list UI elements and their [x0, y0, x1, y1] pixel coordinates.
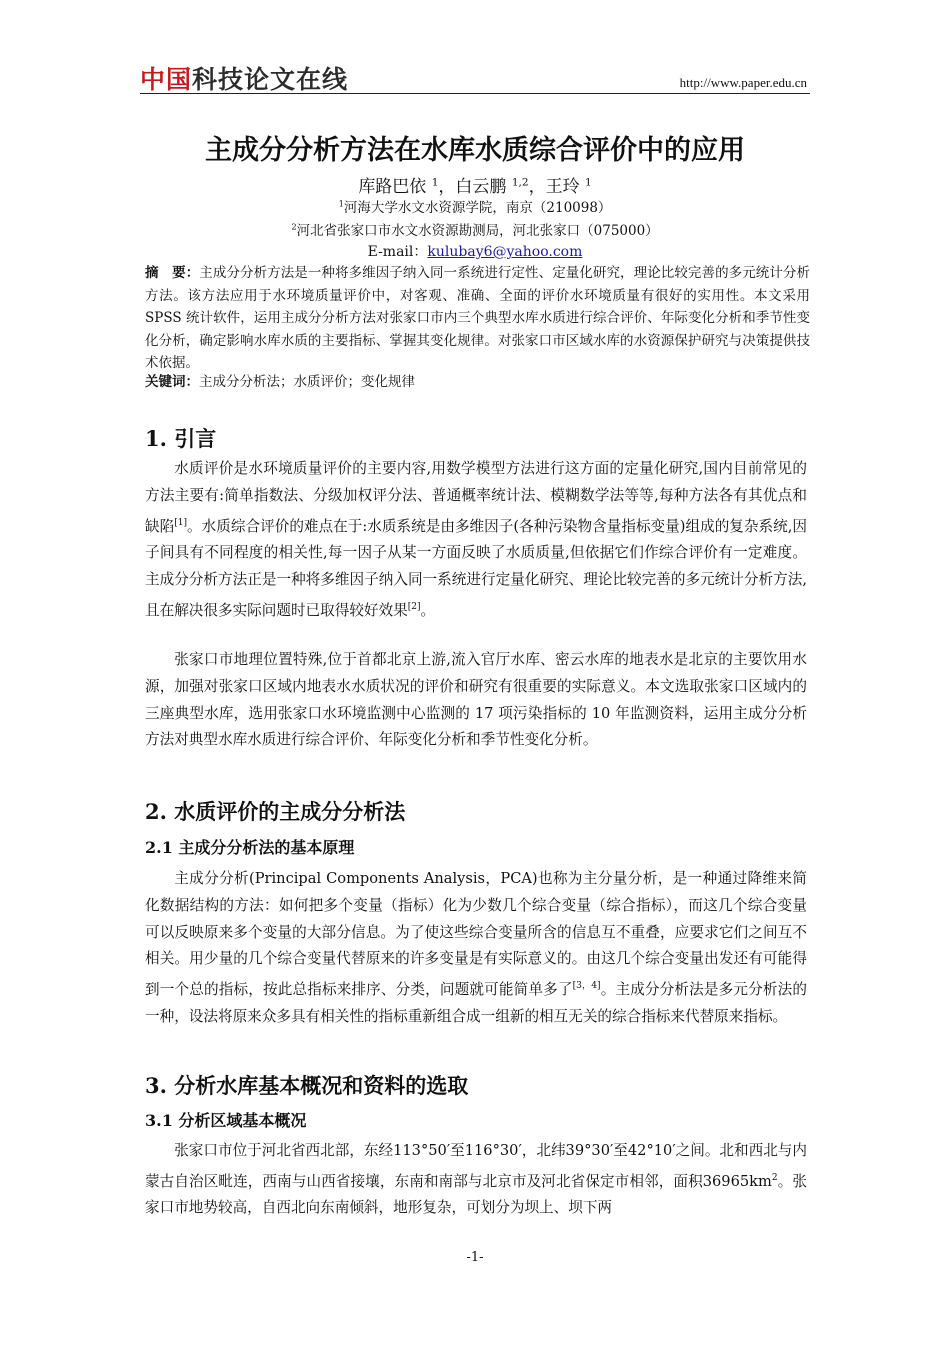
body-paragraph: [145, 1138, 807, 1222]
subsection-heading: 2.1 主成分分析法的基本原理: [145, 838, 355, 857]
superscript: 2: [771, 1172, 778, 1183]
author-sup: 1: [584, 176, 592, 189]
paragraph-text: 水质评价是水环境质量评价的主要内容,用数学模型方法进行这方面的定量化研究,国内目前常见的方法主要有:简单指数法、分级加权评分法、普通概率统计法、模糊数学法等等,每种方法各有其优点和缺陷: [145, 460, 807, 535]
affiliation: [0, 219, 950, 239]
paragraph-text: 主成分分析(Principal Components Analysis，PCA)也称为主分量分析，是一种通过降维来简化数据结构的方法：如何把多个变量（指标）化为少数几个综合变量（综合指标），而这几个综合变量可以反映原来多个变量的大部分信息。为了使这些综合变量所含的信息互不重叠，应要求它们之间互不相关。用少量的几个综合变量代替原来的许多变量是有实际意义的。由这几个综合变量出发还有可能得到一个总的指标，按此总指标来排序、分类，问题就可能简单多了: [145, 870, 807, 999]
site-logo: [140, 60, 348, 96]
affiliation: [0, 196, 950, 216]
section-heading: 1. 引言: [145, 426, 217, 451]
abstract: [145, 262, 810, 375]
email-label: E-mail：: [367, 244, 428, 260]
section-heading: 2. 水质评价的主成分分析法: [145, 799, 406, 824]
affiliation-text: 河海大学水文水资源学院，南京（210098）: [343, 200, 612, 216]
abstract-text: 主成分分析方法是一种将多维因子纳入同一系统进行定性、定量化研究，理论比较完善的多元统计分析方法。该方法应用于水环境质量评价中，对客观、准确、全面的评价水环境质量有很好的实用性。本文采用 SPSS 统计软件，运用主成分分析方法对张家口市内三个典型水库水质进行综合评价、年际变化分析和季节性变化分析，确定影响水库水质的主要指标、掌握其变化规律。对张家口市区域水库的水资源保护研究与决策提供技术依据。: [145, 265, 811, 371]
citation: [3，4]: [572, 981, 601, 992]
author-name: 白云鹏: [455, 177, 507, 197]
paragraph-text: 。: [420, 601, 436, 619]
author-name: 库路巴依: [358, 177, 427, 197]
header-url: http://www.paper.edu.cn: [679, 75, 807, 90]
logo-dark-text: 科技论文在线: [192, 65, 349, 94]
email-line: [0, 241, 950, 261]
logo-red-text: 中国: [140, 65, 193, 94]
affiliation-text: 河北省张家口市水文水资源勘测局，河北张家口（075000）: [296, 223, 659, 239]
affiliation-sup: 1: [338, 198, 344, 209]
keywords-text: 主成分分析法；水质评价；变化规律: [199, 374, 415, 390]
paragraph-text: 张家口市位于河北省西北部，东经113°50′至116°30′，北纬39°30′至42°10′之间。北和西北与内蒙古自治区毗连，西南与山西省接壤，东南和南部与北京市及河北省保定市相邻，面积36965km: [145, 1142, 807, 1190]
page-number: -1-: [466, 1250, 484, 1265]
subsection-heading: 3.1 分析区域基本概况: [145, 1111, 307, 1130]
abstract-label: 摘 要：: [145, 265, 200, 281]
paragraph-text: 。张家口市地势较高，自西北向东南倾斜，地形复杂，可划分为坝上、坝下两: [145, 1172, 807, 1217]
author-sup: 1,2: [511, 176, 529, 189]
author-name: 王玲: [545, 177, 580, 197]
section-heading: 3. 分析水库基本概况和资料的选取: [145, 1073, 469, 1098]
body-paragraph: [145, 456, 807, 625]
author-sup: 1: [431, 176, 439, 189]
citation: [1]: [174, 517, 188, 528]
paragraph-text: 。主成分分析法是多元分析法的一种，设法将原来众多具有相关性的指标重新组合成一组新的相互无关的综合指标来代替原来指标。: [145, 981, 807, 1025]
author-list: 库路巴依 $^1$，白云鹏 $^{1,2}$，王玲 $^1$: [358, 176, 592, 197]
body-paragraph: [145, 866, 807, 1031]
body-paragraph: 张家口市地理位置特殊,位于首都北京上游,流入官厅水库、密云水库的地表水是北京的主要饮用水源，加强对张家口区域内地表水水质状况的评价和研究有很重要的实际意义。本文选取张家口区域内的三座典型水库，选用张家口水环境监测中心监测的 17 项污染指标的 10 年监测资料，运用主成分分析方法对典型水库水质进行综合评价、年际变化分析和季节性变化分析。: [145, 651, 807, 749]
paragraph-text: 。水质综合评价的难点在于:水质系统是由多维因子(各种污染物含量指标变量)组成的复杂系统,因子间具有不同程度的相关性,每一因子从某一方面反映了水质质量,但依据它们作综合评价有一定难度。主成分分析方法正是一种将多维因子纳入同一系统进行定量化研究、理论比较完善的多元统计分析方法,且在解决很多实际问题时已取得较好效果: [145, 517, 807, 619]
affiliation-sup: 2: [291, 221, 297, 232]
paper-title: 主成分分析方法在水库水质综合评价中的应用: [205, 135, 745, 166]
keywords-label: 关键词：: [145, 374, 199, 390]
citation: [2]: [407, 601, 421, 612]
header-rule: [140, 93, 810, 94]
email-link[interactable]: kulubay6@yahoo.com: [427, 244, 583, 260]
keywords: [145, 370, 810, 390]
